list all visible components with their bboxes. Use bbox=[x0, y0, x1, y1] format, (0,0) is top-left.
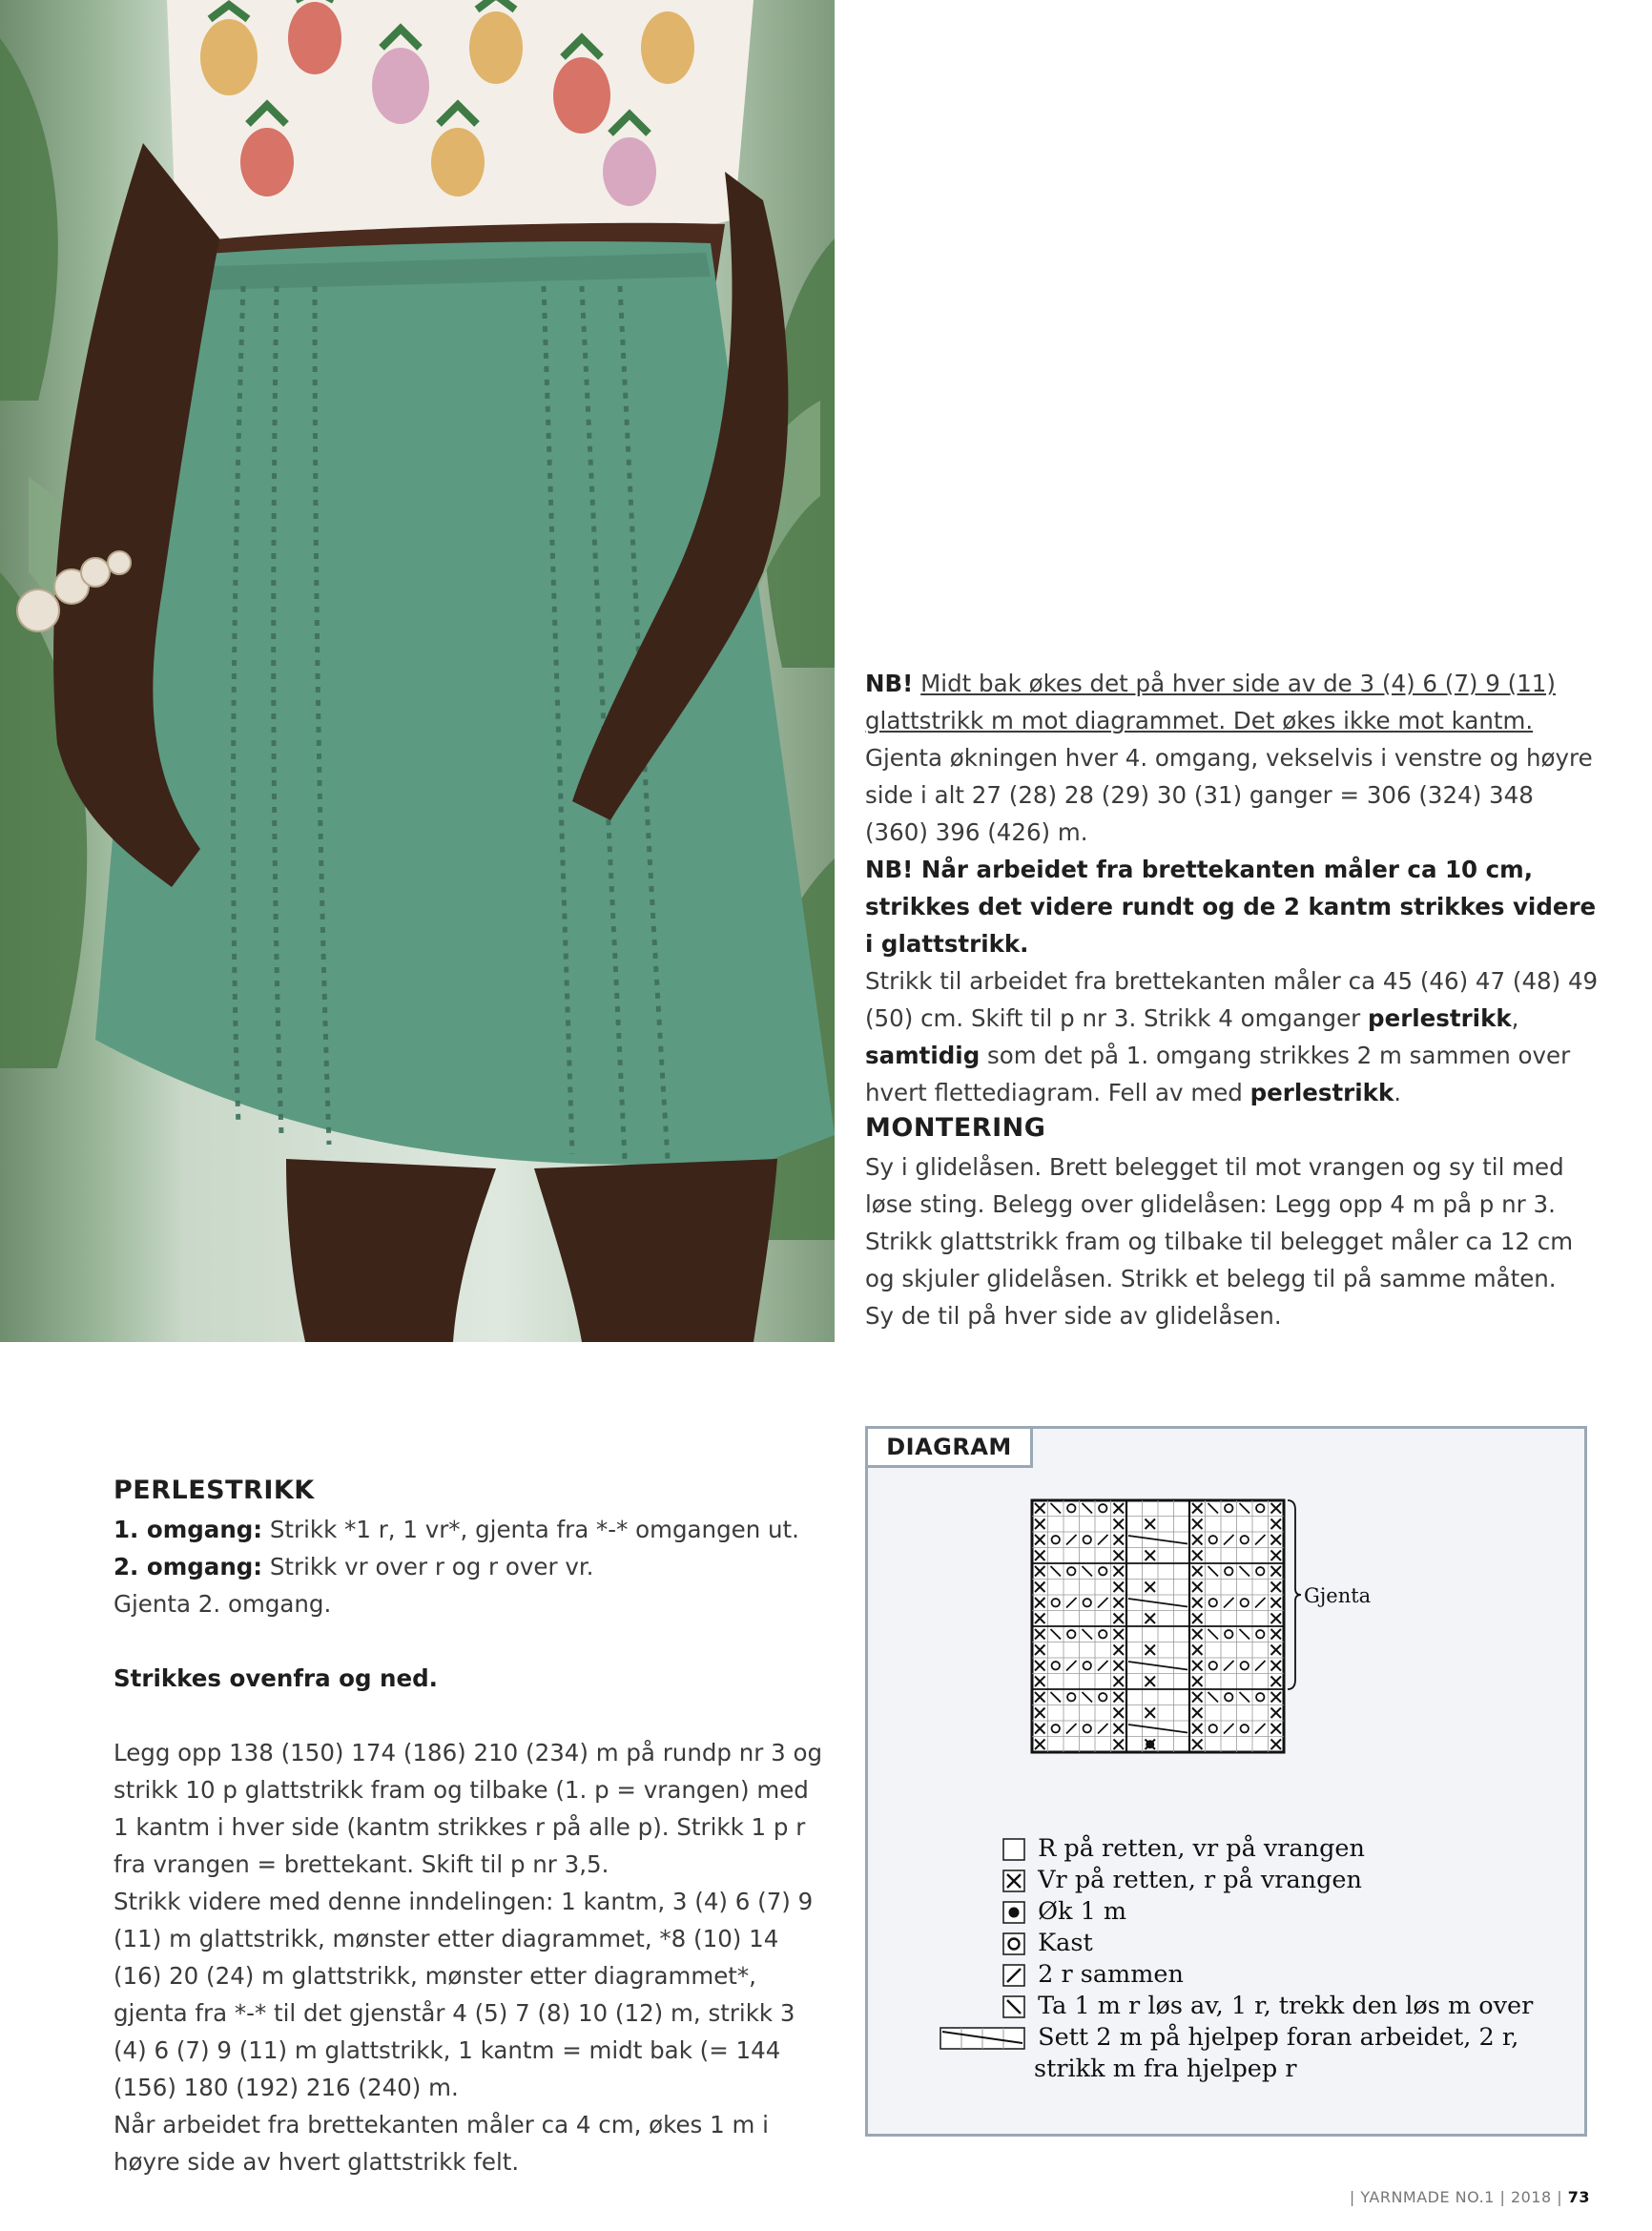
nb-p4-c: , bbox=[1511, 1004, 1519, 1032]
footer-magazine: YARNMADE NO.1 bbox=[1360, 2188, 1495, 2206]
skirt-photo bbox=[0, 0, 835, 1342]
backslash-square-icon bbox=[925, 1994, 1030, 2019]
montering-section bbox=[865, 1109, 1600, 1334]
nb-p4-f: perlestrikk bbox=[1249, 1079, 1394, 1106]
perlestrikk-paragraph-2: Strikk videre med denne inndelingen: 1 kantm, 3 (4) 6 (7) 9 (11) m glattstrikk, mønster etter diagrammet, *8 (10) 14 (16) 20 (24) m glattstrikk, mønster etter diagrammet*, gjenta fra *-* til det gjenstår 4 (5) 7 (8) 10 (12) m, strikk 3 (4) 6 (7) 9 (11) m glattstrikk, 1 kantm = midt bak (= 144 (156) 180 (192) 216 (240) m. bbox=[114, 1888, 814, 2101]
nb-section bbox=[865, 665, 1600, 1111]
nb-p4-d: samtidig bbox=[865, 1042, 981, 1069]
repeat-brace bbox=[1288, 1500, 1301, 1689]
perlestrikk-row-2 bbox=[114, 1548, 824, 1585]
cross-square-icon bbox=[925, 1869, 1030, 1893]
legend-item-skp bbox=[925, 1992, 1533, 2020]
perlestrikk-row-1 bbox=[114, 1511, 824, 1548]
diagram-label: DIAGRAM bbox=[865, 1426, 1033, 1468]
nb-label: NB! bbox=[865, 670, 914, 697]
chart-increase-mark bbox=[1146, 1740, 1154, 1748]
legend-item-yarn-over bbox=[925, 1929, 1093, 1957]
legend-item-k2tog bbox=[925, 1960, 1184, 1989]
legend-text-3: Kast bbox=[1038, 1929, 1093, 1957]
dot-square-icon bbox=[925, 1900, 1030, 1925]
row2-label: 2. omgang: bbox=[114, 1553, 263, 1580]
nb-p4-e: som det på 1. omgang strikkes 2 m sammen over hvert flettediagram. Fell av med bbox=[865, 1042, 1571, 1106]
slash-square-icon bbox=[925, 1963, 1030, 1988]
legend-item-cable bbox=[925, 2023, 1518, 2052]
montering-paragraph-2: Sy de til på hver side av glidelåsen. bbox=[865, 1302, 1282, 1330]
legend-item-purl bbox=[925, 1866, 1362, 1894]
legend-item-increase bbox=[925, 1897, 1126, 1926]
legend-text-6: Sett 2 m på hjelpep foran arbeidet, 2 r, bbox=[1038, 2023, 1519, 2052]
row1-text: Strikk *1 r, 1 vr*, gjenta fra *-* omgangen ut. bbox=[262, 1516, 799, 1543]
legend bbox=[925, 1834, 1574, 2120]
nb-paragraph-4 bbox=[865, 962, 1600, 1111]
montering-paragraph-1: Sy i glidelåsen. Brett belegget til mot vrangen og sy til med løse sting. Belegg over glidelåsen: Legg opp 4 m på p nr 3. Strikk glattstrikk fram og tilbake til belegget måler ca 12 cm og skjuler glidelåsen. Strikk et belegg til på samme måten. bbox=[865, 1153, 1574, 1292]
perlestrikk-section bbox=[114, 1472, 824, 2180]
page-number: 73 bbox=[1567, 2188, 1590, 2206]
nb-p4-a: Strikk til arbeidet fra brettekanten måler ca 45 (46) 47 (48) 49 (50) cm. Skift til p nr 3. Strikk 4 omganger bbox=[865, 967, 1599, 1032]
nb-paragraph-2: Gjenta økningen hver 4. omgang, vekselvis i venstre og høyre side i alt 27 (28) 28 (29) 30 (31) ganger = 306 (324) 348 (360) 396 (426) m. bbox=[865, 744, 1593, 846]
nb-paragraph-3: NB! Når arbeidet fra brettekanten måler ca 10 cm, strikkes det videre rundt og de 2 kantm strikkes videre i glattstrikk. bbox=[865, 856, 1597, 958]
perlestrikk-paragraph-3: Når arbeidet fra brettekanten måler ca 4 cm, økes 1 m i høyre side av hvert glattstrikk felt. bbox=[114, 2111, 769, 2176]
legend-text-0: R på retten, vr på vrangen bbox=[1038, 1834, 1365, 1863]
perlestrikk-repeat: Gjenta 2. omgang. bbox=[114, 1590, 332, 1618]
footer-sep-2: | bbox=[1499, 2188, 1506, 2206]
nb-p4-g: . bbox=[1394, 1079, 1402, 1106]
row2-text: Strikk vr over r og r over vr. bbox=[262, 1553, 594, 1580]
perlestrikk-subheading: Strikkes ovenfra og ned. bbox=[114, 1664, 438, 1692]
legend-text-6b: strikk m fra hjelpep r bbox=[1034, 2055, 1297, 2083]
legend-text-2: Øk 1 m bbox=[1038, 1897, 1127, 1926]
knitted-skirt-photo-icon bbox=[0, 0, 835, 1342]
perlestrikk-heading: PERLESTRIKK bbox=[114, 1476, 315, 1505]
nb-underlined-text: Midt bak økes det på hver side av de 3 (4) 6 (7) 9 (11) glattstrikk m mot diagrammet. Det økes ikke mot kantm. bbox=[865, 670, 1556, 734]
empty-square-icon bbox=[925, 1837, 1030, 1862]
row1-label: 1. omgang: bbox=[114, 1516, 263, 1543]
diagram-box bbox=[865, 1426, 1587, 2137]
legend-text-1: Vr på retten, r på vrangen bbox=[1038, 1866, 1362, 1894]
legend-text-4: 2 r sammen bbox=[1038, 1960, 1184, 1989]
footer-sep-1: | bbox=[1349, 2188, 1355, 2206]
circle-square-icon bbox=[925, 1931, 1030, 1956]
montering-heading: MONTERING bbox=[865, 1113, 1046, 1143]
repeat-label: Gjenta bbox=[1304, 1584, 1372, 1607]
cable-cross-icon bbox=[925, 2026, 1030, 2051]
perlestrikk-paragraph-1: Legg opp 138 (150) 174 (186) 210 (234) m på rundp nr 3 og strikk 10 p glattstrikk fram og tilbake (1. p = vrangen) med 1 kantm i hver side (kantm strikkes r på alle p). Strikk 1 p r fra vrangen = brettekant. Skift til p nr 3,5. bbox=[114, 1739, 823, 1878]
legend-text-5: Ta 1 m r løs av, 1 r, trekk den løs m over bbox=[1038, 1992, 1534, 2020]
nb-p4-b: perlestrikk bbox=[1368, 1004, 1512, 1032]
knitting-chart bbox=[1030, 1498, 1335, 1785]
page-footer bbox=[1350, 2188, 1590, 2206]
footer-year: 2018 bbox=[1510, 2188, 1552, 2206]
legend-item-knit bbox=[925, 1834, 1365, 1863]
footer-sep-3: | bbox=[1557, 2188, 1563, 2206]
legend-item-cable-line-2 bbox=[1034, 2055, 1297, 2083]
nb-paragraph-1 bbox=[865, 665, 1600, 739]
